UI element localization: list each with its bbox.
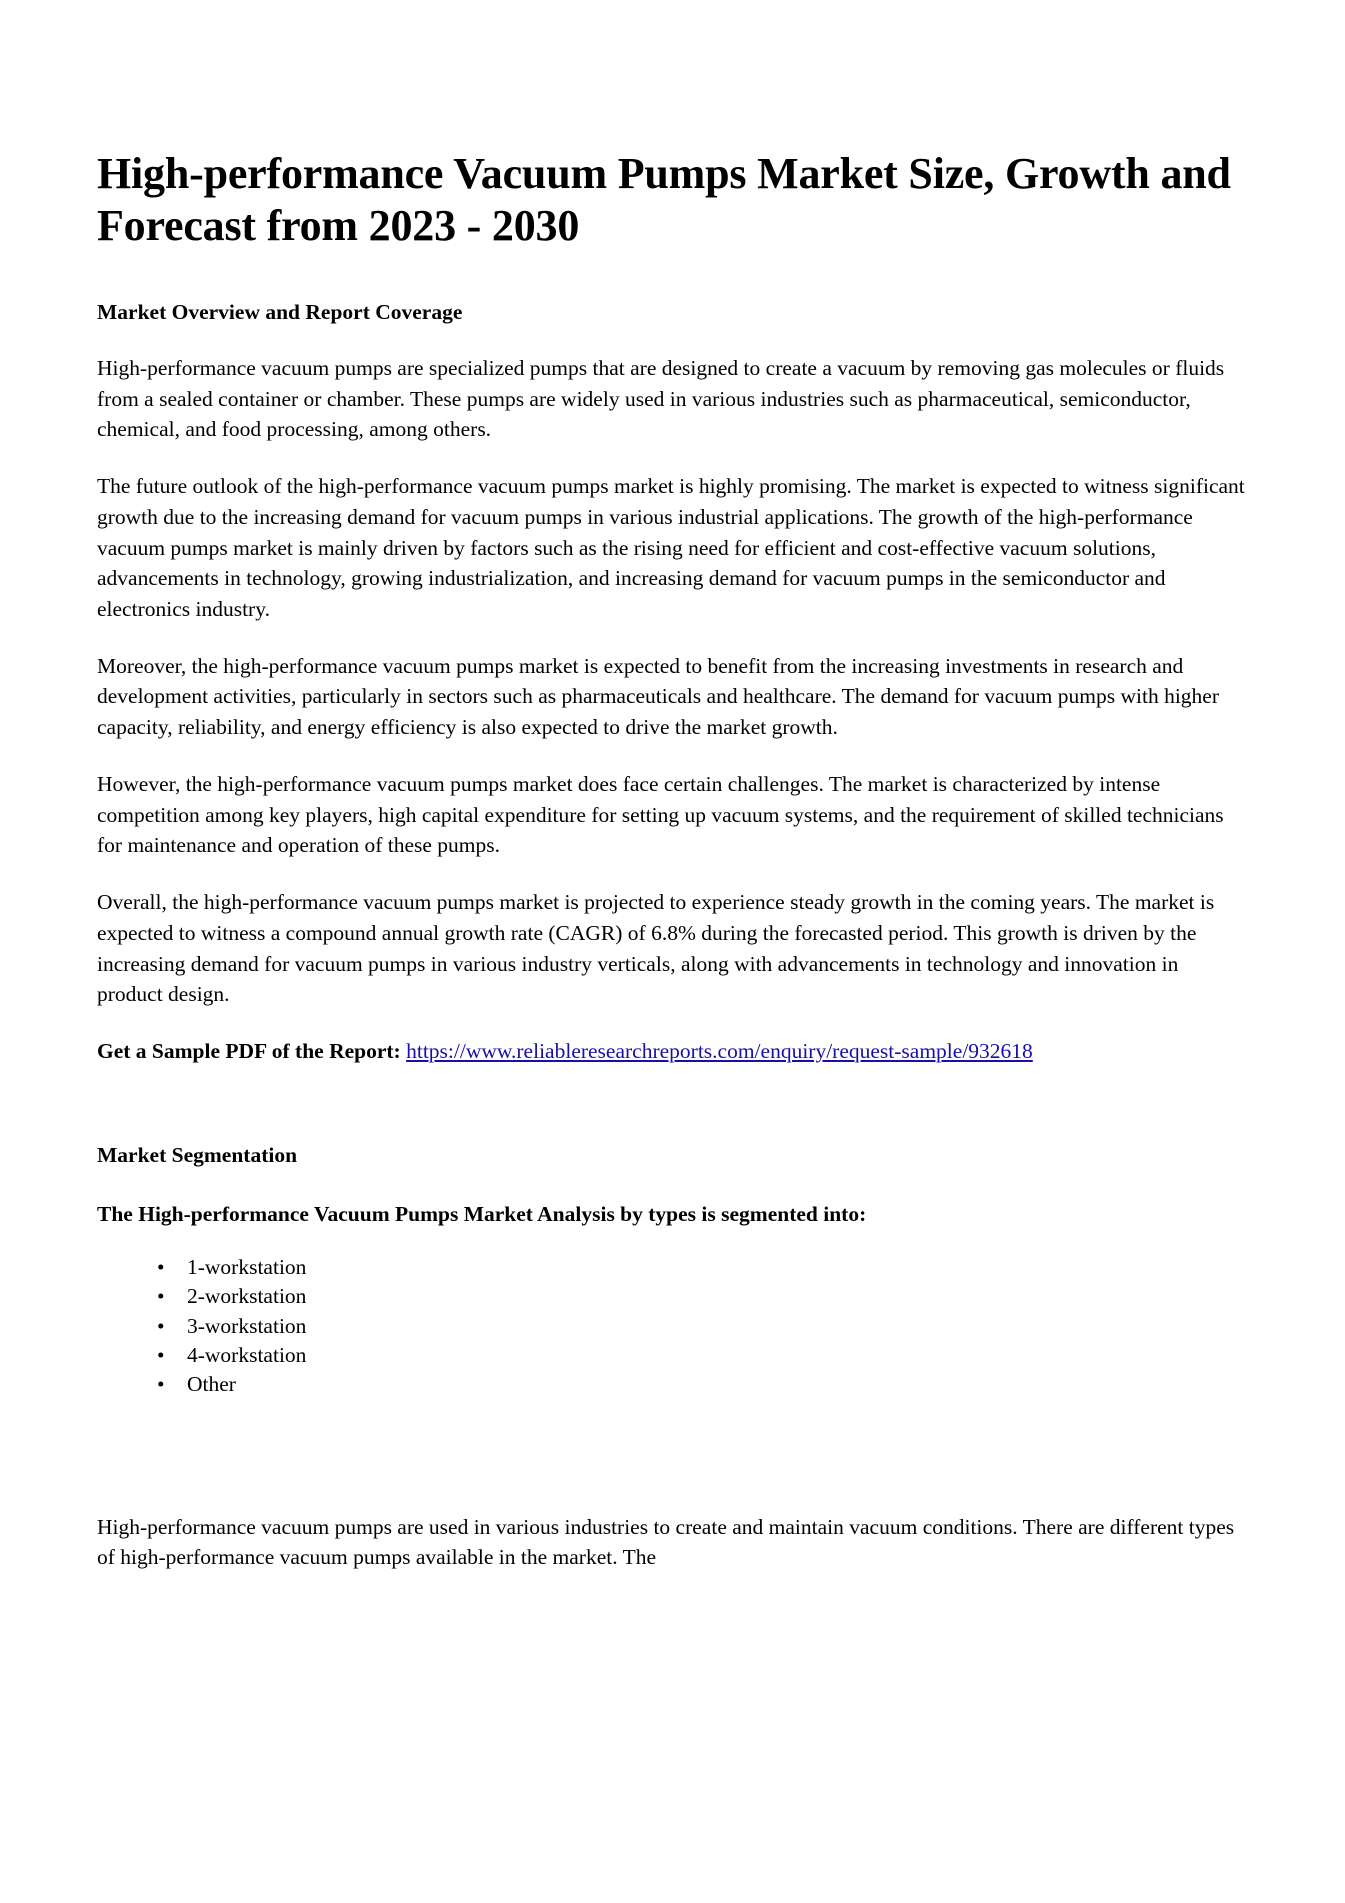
list-item: • 4-workstation [157,1343,1262,1372]
paragraph-future-outlook: The future outlook of the high-performance vacuum pumps market is highly promising. The market is expected to witness significant growth due to the increasing demand for vacuum pumps in various industrial applications. The growth of the high-performance vacuum pumps market is mainly driven by factors such as the rising need for efficient and cost-effective vacuum solutions, advancements in technology, growing industrialization, and increasing demand for vacuum pumps in the semiconductor and electronics industry. [97,474,1245,621]
paragraph-investments: Moreover, the high-performance vacuum pumps market is expected to benefit from the increasing investments in research and development activities, particularly in sectors such as pharmaceuticals and healthcare. The demand for vacuum pumps with higher capacity, reliability, and energy efficiency is also expected to drive the market growth. [97,653,1219,740]
paragraph-closing: High-performance vacuum pumps are used in various industries to create and maintain vacuum conditions. There are different types of high-performance vacuum pumps available in the market. The [97,1514,1235,1570]
page-title: High-performance Vacuum Pumps Market Size, Growth and Forecast from 2023 - 2030 [97,149,1231,250]
spacer [97,1460,1262,1512]
paragraph-challenges: However, the high-performance vacuum pumps market does face certain challenges. The market is characterized by intense competition among key players, high capital expenditure for setting up vacuum systems, and the requirement of skilled technicians for maintenance and operation of these pumps. [97,771,1224,858]
paragraph-definition: High-performance vacuum pumps are specialized pumps that are designed to create a vacuum by removing gas molecules or fluids from a sealed container or chamber. These pumps are widely used in various industries such as pharmaceutical, semiconductor, chemical, and food processing, among others. [97,355,1225,442]
section-heading-market-overview: Market Overview and Report Coverage [97,299,463,324]
spacer [97,1402,1262,1460]
paragraph-overall-growth: Overall, the high-performance vacuum pumps market is projected to experience steady growth in the coming years. The market is expected to witness a compound annual growth rate (CAGR) of 6.8% during the forecasted period. This growth is driven by the increasing demand for vacuum pumps in various industry verticals, along with advancements in technology and innovation in product design. [97,890,1215,1007]
sample-pdf-label: Get a Sample PDF of the Report: [97,1039,401,1064]
section-heading-types: The High-performance Vacuum Pumps Market Analysis by types is segmented into: [97,1201,867,1226]
spacer [97,1067,1262,1141]
segment-type-list [97,1255,1262,1402]
list-item: • 3-workstation [157,1314,1262,1343]
list-item: • 1-workstation [157,1255,1262,1284]
list-item: • 2-workstation [157,1284,1262,1313]
list-item: • Other [157,1372,1262,1401]
section-heading-market-segmentation: Market Segmentation [97,1142,298,1167]
sample-pdf-link[interactable]: https://www.reliableresearchreports.com/enquiry/request-sample/932618 [406,1039,1033,1064]
sample-pdf-line [97,1036,1247,1067]
